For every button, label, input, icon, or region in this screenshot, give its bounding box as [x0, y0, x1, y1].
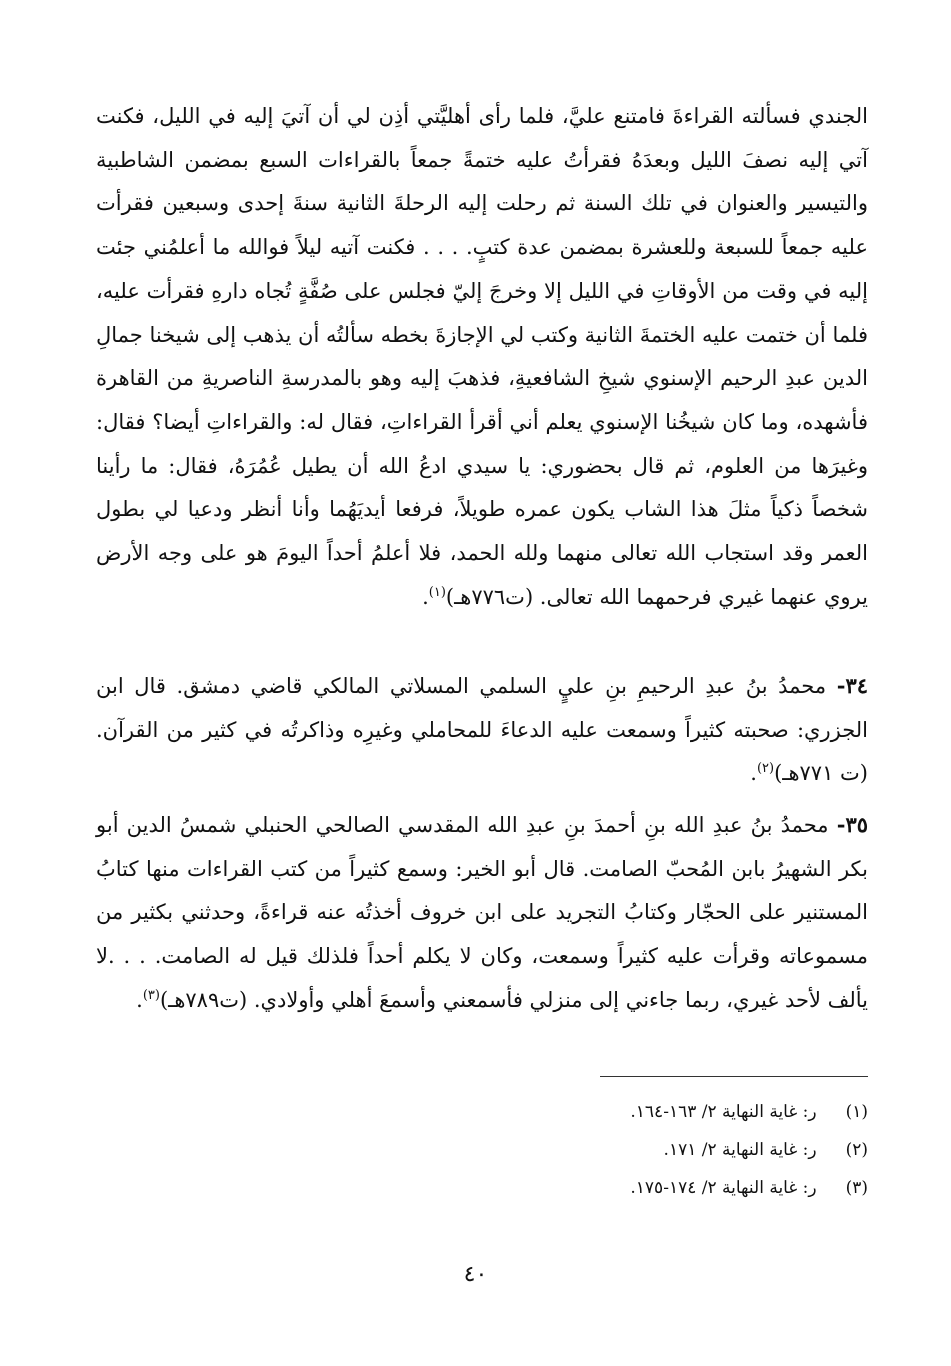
paragraph-text: الجندي فسألته القراءةَ فامتنع عليَّ، فلما رأى أهليَّتي أذِن لي أن آتيَ إليه في الليل، فكنت آتي إليه نصفَ الليل وبعدَهُ فقرأتُ عليه ختمةً جمعاً بالقراءات السبع بمضمن الشاطبية والتيسير والعنوان في تلك السنة ثم رحلت إليه الرحلةَ الثانية سنةَ إحدى وسبعين فقرأت عليه جمعاً للسبعة وللعشرة بمضمن عدة كتبٍ. . . . فكنت آتيه ليلاً فوالله ما أعلمُني جئت إليه في وقت من الأوقاتِ في الليل إلا وخرجَ إليّ فجلس على صُفَّةٍ تُجاه دارهِ فقرأت عليه، فلما أن ختمت عليه الختمةَ الثانية وكتب لي الإجازةَ بخطه سألتُه أن يذهب إلى شيخنا جمالِ الدين عبدِ الرحيم الإسنوي شيخِ الشافعيةِ، فذهبَ إليه وهو بالمدرسةِ الناصريةِ من القاهرة فأشهده، وما كان شيخُنا الإسنوي يعلم أني أقرأ القراءاتِ، فقال له: والقراءاتِ أيضا؟ فقال: وغيرَها من العلوم، ثم قال بحضوري: يا سيدي ادعُ الله أن يطيل عُمُرَهُ، فقال: ما رأينا شخصاً ذكياً مثلَ هذا الشاب يكون عمره طويلاً، فرفعا أيديَهُما وأنا أنظر ودعيا لي بطول العمر وقد استجاب الله تعالى منهما ولله الحمد، فلا أعلمُ أحداً اليومَ هو على وجه الأرض يروي عنهما غيري فرحمهما الله تعالى. (ت٧٧٦هـ): [96, 104, 868, 609]
footnote-text: ر: غاية النهاية ٢/ ١٦٣-١٦٤.: [630, 1102, 817, 1122]
footnote-item: [400, 1093, 868, 1131]
footnote-item: [400, 1131, 868, 1169]
page-number: ٤٠: [463, 1262, 488, 1287]
footnote-ref: (٣): [142, 987, 160, 1003]
biography-entry-35: ٣٥- محمدُ بنُ عبدِ الله بنِ أحمدَ بنِ عبدِ الله المقدسي الصالحي الحنبلي شمسُ الدين أبو بكر الشهيرُ بابن المُحبّ الصامت. قال أبو الخير: وسمع كثيراً من كتب القراءات منها كتابُ المستنير على الحجّار وكتابُ التجريد على ابن خروف أخذتُه عنه قراءةً، وحدثني بكثير من مسموعاته وقرأت عليه كثيراً وسمعت، وكان لا يكلم أحداً فلذلك قيل له الصامت. . . .لا يألف لأحد غيري، ربما جاءني إلى منزلي فأسمعني وأسمعَ أهلي وأولادي. (ت٧٨٩هـ)$^{(٣)}$.: [96, 812, 868, 1012]
footnote-ref: (٢): [756, 761, 775, 777]
biography-entry-34: ٣٤- محمدُ بنُ عبدِ الرحيمِ بنِ عليٍ السلمي المسلاتي المالكي قاضي دمشق. قال ابن الجزري: صحبته كثيراً وسمعت عليه الدعاءَ للمحاملي وغيرِه وذاكرتُه في كثير من القرآن. (ت ٧٧١هـ)$^{(٢)}$.: [96, 673, 868, 786]
footnotes: [400, 1093, 868, 1207]
footnote-number: (٣): [845, 1178, 868, 1198]
footnote-text: ر: غاية النهاية ٢/ ١٧٤-١٧٥.: [630, 1178, 817, 1198]
footnote-separator: [600, 1076, 868, 1077]
entry-number: ٣٥-: [836, 812, 868, 837]
footnote-item: [400, 1169, 868, 1207]
paragraph-text: محمدُ بنُ عبدِ الله بنِ أحمدَ بنِ عبدِ الله المقدسي الصالحي الحنبلي شمسُ الدين أبو بكر الشهيرُ بابن المُحبّ الصامت. قال أبو الخير: وسمع كثيراً من كتب القراءات منها كتابُ المستنير على الحجّار وكتابُ التجريد على ابن خروف أخذتُه عنه قراءةً، وحدثني بكثير من مسموعاته وقرأت عليه كثيراً وسمعت، وكان لا يكلم أحداً فلذلك قيل له الصامت. . . .لا يألف لأحد غيري، ربما جاءني إلى منزلي فأسمعني وأسمعَ أهلي وأولادي. (ت٧٨٩هـ): [96, 813, 868, 1012]
paragraph-text: محمدُ بنُ عبدِ الرحيمِ بنِ عليٍ السلمي المسلاتي المالكي قاضي دمشق. قال ابن الجزري: صحبته كثيراً وسمعت عليه الدعاءَ للمحاملي وغيرِه وذاكرتُه في كثير من القرآن. (ت ٧٧١هـ): [96, 674, 868, 786]
entry-number: ٣٤-: [836, 673, 868, 698]
paragraph-continued: الجندي فسألته القراءةَ فامتنع عليَّ، فلما رأى أهليَّتي أذِن لي أن آتيَ إليه في الليل، فكنت آتي إليه نصفَ الليل وبعدَهُ فقرأتُ عليه ختمةً جمعاً بالقراءات السبع بمضمن الشاطبية والتيسير والعنوان في تلك السنة ثم رحلت إليه الرحلةَ الثانية سنةَ إحدى وسبعين فقرأت عليه جمعاً للسبعة وللعشرة بمضمن عدة كتبٍ. . . . فكنت آتيه ليلاً فوالله ما أعلمُني جئت إليه في وقت من الأوقاتِ في الليل إلا وخرجَ إليّ فجلس على صُفَّةٍ تُجاه دارهِ فقرأت عليه، فلما أن ختمت عليه الختمةَ الثانية وكتب لي الإجازةَ بخطه سألتُه أن يذهب إلى شيخنا جمالِ الدين عبدِ الرحيم الإسنوي شيخِ الشافعيةِ، فذهبَ إليه وهو بالمدرسةِ الناصريةِ من القاهرة فأشهده، وما كان شيخُنا الإسنوي يعلم أني أقرأ القراءاتِ، فقال له: والقراءاتِ أيضا؟ فقال: وغيرَها من العلوم، ثم قال بحضوري: يا سيدي ادعُ الله أن يطيل عُمُرَهُ، فقال: ما رأينا شخصاً ذكياً مثلَ هذا الشاب يكون عمره طويلاً، فرفعا أيديَهُما وأنا أنظر ودعيا لي بطول العمر وقد استجاب الله تعالى منهما ولله الحمد، فلا أعلمُ أحداً اليومَ هو على وجه الأرض يروي عنهما غيري فرحمهما الله تعالى. (ت٧٧٦هـ)$^{(١)}$.: [96, 104, 868, 609]
footnote-number: (٢): [845, 1140, 868, 1160]
footnote-ref: (١): [428, 584, 446, 600]
footnote-text: ر: غاية النهاية ٢/ ١٧١.: [663, 1140, 817, 1160]
footnote-number: (١): [845, 1102, 868, 1122]
